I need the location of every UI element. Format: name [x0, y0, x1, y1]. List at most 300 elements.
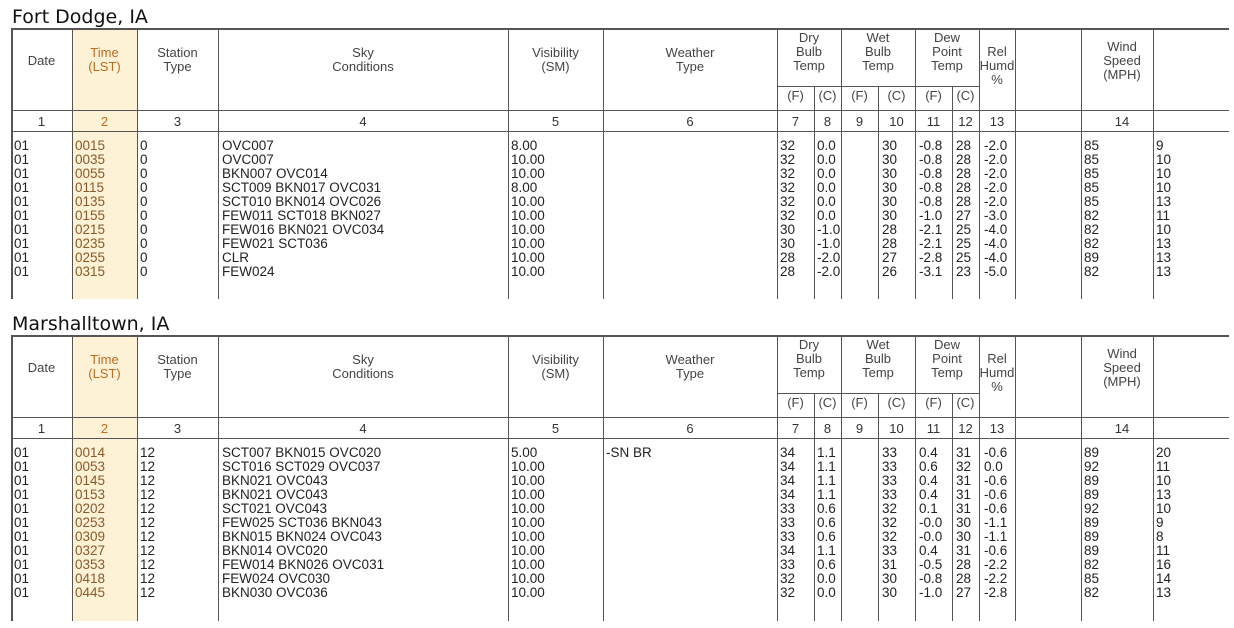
table-cell: 28 — [882, 236, 898, 251]
table-cell: 8.00 — [511, 180, 538, 195]
header-rel-humd: Rel Humd % — [979, 44, 1015, 87]
table-cell: 12 — [140, 487, 156, 502]
table-cell: 01 — [14, 152, 30, 167]
table-cell: 33 — [780, 529, 796, 544]
column-number: 3 — [173, 114, 182, 129]
table-cell: -0.6 — [984, 487, 1008, 502]
table-cell: 31 — [956, 543, 972, 558]
table-cell: 28 — [956, 571, 972, 586]
table-cell: 82 — [1084, 222, 1100, 237]
table-cell: 89 — [1084, 515, 1100, 530]
table-cell: -0.6 — [984, 501, 1008, 516]
table-cell: 0.0 — [817, 138, 836, 153]
table-cell: 34 — [780, 543, 796, 558]
column-number: 4 — [359, 114, 367, 129]
table-cell: 10.00 — [511, 194, 545, 209]
table-cell: 10.00 — [511, 529, 545, 544]
header-wet-bulb: Wet Bulb Temp — [862, 30, 894, 73]
table-cell: 0255 — [75, 250, 106, 265]
table-cell: BKN021 OVC043 — [222, 473, 328, 488]
table-cell: 20 — [1156, 445, 1172, 460]
table-cell: 5.00 — [511, 445, 538, 460]
table-cell: 14 — [1156, 571, 1172, 586]
table-cell: -2.8 — [919, 250, 943, 265]
table-cell: 34 — [780, 459, 796, 474]
table-cell: -0.6 — [984, 473, 1008, 488]
table-cell: 12 — [140, 459, 156, 474]
table-cell: 12 — [140, 585, 156, 600]
table-cell: 01 — [14, 487, 30, 502]
table-cell: 34 — [780, 445, 796, 460]
table-cell: -3.0 — [984, 208, 1008, 223]
table-cell: SCT021 OVC043 — [222, 501, 328, 516]
table-cell: 01 — [14, 194, 30, 209]
table-cell: 11 — [1156, 459, 1171, 474]
table-cell: 34 — [780, 473, 796, 488]
column-number: 1 — [37, 421, 46, 436]
table-cell: 0.0 — [817, 152, 836, 167]
table-cell: 28 — [882, 222, 898, 237]
column-number: 14 — [1114, 421, 1130, 436]
table-cell: 10.00 — [511, 208, 545, 223]
table-cell: 23 — [956, 264, 972, 279]
header-dew-point: Dew Point Temp — [931, 337, 963, 380]
table-cell: 9 — [1156, 515, 1164, 530]
table-cell: 10 — [1156, 166, 1172, 181]
column-number: 13 — [989, 114, 1005, 129]
table-cell: 10 — [1156, 222, 1172, 237]
table-cell: -2.0 — [817, 250, 841, 265]
table-cell: FEW024 OVC030 — [222, 571, 331, 586]
column-number: 1 — [37, 114, 46, 129]
table-cell: 10.00 — [511, 543, 545, 558]
table-cell: 01 — [14, 473, 30, 488]
table-cell: 82 — [1084, 585, 1100, 600]
header-sky-conditions: Sky Conditions — [332, 45, 394, 74]
subheader-fahrenheit: (F) — [851, 88, 868, 103]
table-row — [11, 181, 1229, 195]
table-cell: 92 — [1084, 459, 1100, 474]
column-number: 12 — [958, 421, 973, 436]
header-rel-humd: Rel Humd % — [979, 351, 1015, 394]
table-cell: OVC007 — [222, 138, 274, 153]
station-title-fort-dodge: Fort Dodge, IA — [12, 6, 148, 28]
table-cell: 85 — [1084, 180, 1100, 195]
table-cell: 8.00 — [511, 138, 538, 153]
table-cell: 0 — [140, 152, 148, 167]
table-cell: 28 — [956, 180, 972, 195]
table-cell: 0015 — [75, 138, 106, 153]
table-cell: 12 — [140, 515, 156, 530]
table-cell: 1.1 — [817, 487, 836, 502]
table-cell: -0.8 — [919, 571, 943, 586]
table-cell: 01 — [14, 222, 30, 237]
table-cell: 0 — [140, 222, 148, 237]
table-cell: -0.8 — [919, 194, 943, 209]
table-cell: 32 — [780, 138, 796, 153]
table-cell: 0 — [140, 166, 148, 181]
table-cell: 0053 — [75, 459, 106, 474]
table-cell: 0309 — [75, 529, 106, 544]
table-cell: 10.00 — [511, 501, 545, 516]
table-cell: 30 — [882, 180, 898, 195]
table-cell: 0.4 — [919, 445, 938, 460]
column-number: 14 — [1114, 114, 1130, 129]
header-dew-point: Dew Point Temp — [931, 30, 963, 73]
table-cell: 0.0 — [817, 166, 836, 181]
table-cell: -4.0 — [984, 236, 1008, 251]
table-cell: 10.00 — [511, 515, 545, 530]
table-row — [11, 237, 1229, 251]
table-cell: 89 — [1084, 445, 1100, 460]
table-cell: -0.8 — [919, 152, 943, 167]
table-cell: 01 — [14, 501, 30, 516]
table-cell: 30 — [882, 152, 898, 167]
table-cell: 33 — [882, 543, 898, 558]
table-cell: 01 — [14, 543, 30, 558]
table-cell: 1.1 — [817, 473, 836, 488]
table-cell: 10.00 — [511, 152, 545, 167]
table-cell: 32 — [780, 208, 796, 223]
table-cell: 0.6 — [817, 515, 836, 530]
table-cell: 01 — [14, 571, 30, 586]
table-cell: 10.00 — [511, 264, 545, 279]
table-cell: 01 — [14, 250, 30, 265]
weather-table-marshalltown — [11, 335, 1229, 621]
table-cell: FEW024 — [222, 264, 275, 279]
table-cell: 01 — [14, 138, 30, 153]
table-cell: 10 — [1156, 152, 1172, 167]
table-cell: 30 — [882, 166, 898, 181]
table-cell: -1.0 — [919, 585, 943, 600]
table-cell: 89 — [1084, 250, 1100, 265]
table-cell: OVC007 — [222, 152, 274, 167]
table-cell: 0327 — [75, 543, 106, 558]
table-cell: 10.00 — [511, 473, 545, 488]
table-cell: 32 — [956, 459, 972, 474]
table-cell: 33 — [780, 501, 796, 516]
table-cell: FEW014 BKN026 OVC031 — [222, 557, 385, 572]
header-date: Date — [27, 53, 56, 68]
table-cell: 28 — [956, 166, 972, 181]
table-cell: 0.0 — [817, 585, 836, 600]
table-cell: 12 — [140, 473, 156, 488]
table-row — [11, 502, 1229, 516]
header-station-type: Station Type — [157, 45, 198, 74]
table-cell: 0 — [140, 264, 148, 279]
table-cell: 30 — [780, 222, 796, 237]
table-cell: -1.0 — [817, 236, 841, 251]
column-number: 10 — [889, 421, 904, 436]
column-number: 8 — [823, 114, 832, 129]
table-cell: 30 — [956, 515, 972, 530]
table-cell: -0.6 — [984, 445, 1008, 460]
table-cell: 0.4 — [919, 543, 938, 558]
header-wet-bulb: Wet Bulb Temp — [862, 337, 894, 380]
table-cell: -2.1 — [919, 236, 943, 251]
table-cell: 13 — [1156, 236, 1172, 251]
table-cell: 01 — [14, 557, 30, 572]
table-cell: 0055 — [75, 166, 106, 181]
table-cell: 28 — [956, 138, 972, 153]
column-number: 4 — [359, 421, 367, 436]
table-cell: SCT016 SCT029 OVC037 — [222, 459, 381, 474]
header-weather-type: Weather Type — [665, 45, 715, 74]
table-cell: 10 — [1156, 473, 1172, 488]
table-cell: 10.00 — [511, 557, 545, 572]
table-cell: 27 — [956, 208, 972, 223]
header-wind-speed: Wind Speed (MPH) — [1103, 346, 1141, 389]
subheader-celsius: (C) — [887, 395, 906, 410]
table-cell: 0.6 — [919, 459, 938, 474]
table-cell: FEW025 SCT036 BKN043 — [222, 515, 382, 530]
header-dry-bulb: Dry Bulb Temp — [793, 337, 825, 380]
subheader-celsius: (C) — [956, 395, 975, 410]
table-cell: 1.1 — [817, 543, 836, 558]
table-cell: 33 — [882, 487, 898, 502]
table-cell: -0.0 — [919, 529, 943, 544]
table-cell: -3.1 — [919, 264, 943, 279]
table-row — [11, 530, 1229, 544]
table-row — [11, 544, 1229, 558]
table-cell: 0035 — [75, 152, 106, 167]
table-row — [11, 153, 1229, 167]
column-number: 11 — [926, 114, 941, 129]
table-cell: -2.0 — [984, 152, 1008, 167]
table-cell: 32 — [780, 571, 796, 586]
table-cell: 0202 — [75, 501, 106, 516]
table-cell: 89 — [1084, 543, 1100, 558]
table-cell: -4.0 — [984, 250, 1008, 265]
table-cell: 10.00 — [511, 236, 545, 251]
table-row — [11, 488, 1229, 502]
table-cell: 01 — [14, 459, 30, 474]
table-row — [11, 195, 1229, 209]
table-cell: 9 — [1156, 138, 1164, 153]
table-cell: 12 — [140, 557, 156, 572]
subheader-celsius: (C) — [818, 88, 837, 103]
table-cell: 10.00 — [511, 487, 545, 502]
table-cell: 25 — [956, 250, 972, 265]
table-cell: 0.6 — [817, 557, 836, 572]
table-cell: 28 — [956, 194, 972, 209]
table-row — [11, 251, 1229, 265]
weather-table-fort-dodge — [11, 28, 1229, 299]
table-cell: 1.1 — [817, 445, 836, 460]
header-time: Time (LST) — [88, 45, 121, 74]
table-cell: 0.4 — [919, 473, 938, 488]
table-cell: 0418 — [75, 571, 106, 586]
table-body — [11, 446, 1229, 600]
table-cell: 85 — [1084, 138, 1100, 153]
subheader-fahrenheit: (F) — [851, 395, 868, 410]
column-number: 9 — [855, 114, 864, 129]
table-cell: 0145 — [75, 473, 106, 488]
table-cell: 33 — [882, 459, 898, 474]
column-number: 5 — [551, 421, 560, 436]
table-cell: 32 — [780, 194, 796, 209]
table-cell: 12 — [140, 501, 156, 516]
table-cell: SCT010 BKN014 OVC026 — [222, 194, 382, 209]
table-cell: 0 — [140, 138, 148, 153]
column-number: 10 — [889, 114, 904, 129]
table-cell: 0.0 — [817, 208, 836, 223]
column-number: 5 — [551, 114, 560, 129]
table-cell: 12 — [140, 571, 156, 586]
table-cell: 0235 — [75, 236, 106, 251]
column-number: 9 — [855, 421, 864, 436]
table-cell: 33 — [882, 445, 898, 460]
table-cell: CLR — [222, 250, 250, 265]
header-time: Time (LST) — [88, 352, 121, 381]
table-cell: 82 — [1084, 236, 1100, 251]
table-cell: 13 — [1156, 487, 1172, 502]
table-cell: -0.0 — [919, 515, 943, 530]
table-cell: 8 — [1156, 529, 1164, 544]
column-number: 3 — [173, 421, 182, 436]
table-cell: -0.6 — [984, 543, 1008, 558]
table-cell: -2.0 — [984, 138, 1008, 153]
table-cell: 31 — [956, 473, 972, 488]
table-cell: -1.0 — [817, 222, 841, 237]
table-cell: 32 — [780, 180, 796, 195]
column-number: 2 — [100, 114, 109, 129]
table-cell: 89 — [1084, 487, 1100, 502]
column-number: 6 — [686, 421, 694, 436]
table-cell: 11 — [1156, 208, 1171, 223]
table-row — [11, 474, 1229, 488]
table-cell: SCT007 BKN015 OVC020 — [222, 445, 382, 460]
table-cell: 0.0 — [817, 194, 836, 209]
table-cell: 10.00 — [511, 166, 545, 181]
table-cell: 85 — [1084, 152, 1100, 167]
table-cell: 12 — [140, 445, 156, 460]
table-cell: 31 — [956, 487, 972, 502]
table-cell: 01 — [14, 236, 30, 251]
table-cell: -0.8 — [919, 138, 943, 153]
table-cell: -2.2 — [984, 557, 1008, 572]
table-cell: 01 — [14, 515, 30, 530]
table-cell: 0155 — [75, 208, 106, 223]
table-cell: 01 — [14, 166, 30, 181]
table-cell: 30 — [882, 208, 898, 223]
table-cell: 01 — [14, 208, 30, 223]
table-cell: -2.8 — [984, 585, 1008, 600]
subheader-fahrenheit: (F) — [787, 88, 804, 103]
table-cell: 32 — [882, 501, 898, 516]
table-cell: 0.0 — [817, 180, 836, 195]
table-cell: 85 — [1084, 166, 1100, 181]
table-cell: 13 — [1156, 264, 1172, 279]
table-cell: -2.0 — [984, 180, 1008, 195]
table-cell: 30 — [882, 571, 898, 586]
table-cell: 26 — [882, 264, 898, 279]
table-cell: 0135 — [75, 194, 106, 209]
table-cell: 01 — [14, 445, 30, 460]
table-cell: 10.00 — [511, 222, 545, 237]
subheader-celsius: (C) — [956, 88, 975, 103]
table-cell: 28 — [956, 557, 972, 572]
table-row — [11, 558, 1229, 572]
column-number: 11 — [926, 421, 941, 436]
table-cell: -0.8 — [919, 166, 943, 181]
table-cell: 82 — [1084, 557, 1100, 572]
table-cell: 01 — [14, 180, 30, 195]
table-cell: 01 — [14, 585, 30, 600]
table-cell: -1.1 — [984, 529, 1008, 544]
table-cell: 28 — [780, 264, 796, 279]
table-cell: 33 — [780, 515, 796, 530]
table-cell: 10.00 — [511, 250, 545, 265]
table-cell: -2.1 — [919, 222, 943, 237]
table-cell: 30 — [780, 236, 796, 251]
table-cell: 28 — [780, 250, 796, 265]
table-cell: 01 — [14, 264, 30, 279]
table-cell: -1.1 — [984, 515, 1008, 530]
table-cell: 10 — [1156, 501, 1172, 516]
table-cell: 32 — [780, 166, 796, 181]
table-cell: BKN014 OVC020 — [222, 543, 328, 558]
table-row — [11, 460, 1229, 474]
table-cell: 10.00 — [511, 585, 545, 600]
table-cell: 31 — [956, 445, 972, 460]
table-cell: 0 — [140, 236, 148, 251]
table-cell: 11 — [1156, 543, 1171, 558]
header-sky-conditions: Sky Conditions — [332, 352, 394, 381]
table-row — [11, 572, 1229, 586]
table-cell: 0 — [140, 208, 148, 223]
table-cell: -0.8 — [919, 180, 943, 195]
column-number: 8 — [823, 421, 832, 436]
table-cell: BKN021 OVC043 — [222, 487, 328, 502]
subheader-celsius: (C) — [887, 88, 906, 103]
table-cell: 33 — [882, 473, 898, 488]
subheader-fahrenheit: (F) — [925, 88, 942, 103]
table-cell: -1.0 — [919, 208, 943, 223]
table-row — [11, 265, 1229, 279]
table-cell: 32 — [780, 152, 796, 167]
table-cell: 27 — [956, 585, 972, 600]
table-cell: 16 — [1156, 557, 1172, 572]
column-number: 12 — [958, 114, 973, 129]
table-cell: 10.00 — [511, 571, 545, 586]
table-row — [11, 167, 1229, 181]
table-cell: 27 — [882, 250, 898, 265]
header-visibility: Visibility (SM) — [532, 45, 579, 74]
table-cell: 0 — [140, 180, 148, 195]
table-cell: 85 — [1084, 194, 1100, 209]
subheader-celsius: (C) — [818, 395, 837, 410]
table-cell: -5.0 — [984, 264, 1008, 279]
table-cell: -2.0 — [984, 166, 1008, 181]
column-number: 2 — [100, 421, 109, 436]
table-cell: 0215 — [75, 222, 106, 237]
table-cell: 0.6 — [817, 529, 836, 544]
table-cell: 30 — [882, 138, 898, 153]
station-title-marshalltown: Marshalltown, IA — [12, 313, 170, 335]
table-cell: SCT009 BKN017 OVC031 — [222, 180, 382, 195]
header-station-type: Station Type — [157, 352, 198, 381]
table-cell: 30 — [882, 194, 898, 209]
table-cell: 10 — [1156, 180, 1172, 195]
column-number: 6 — [686, 114, 694, 129]
table-row — [11, 139, 1229, 153]
table-cell: 30 — [882, 585, 898, 600]
table-cell: FEW011 SCT018 BKN027 — [222, 208, 381, 223]
table-cell: -2.0 — [984, 194, 1008, 209]
table-cell: 32 — [780, 585, 796, 600]
table-cell: FEW021 SCT036 — [222, 236, 328, 251]
